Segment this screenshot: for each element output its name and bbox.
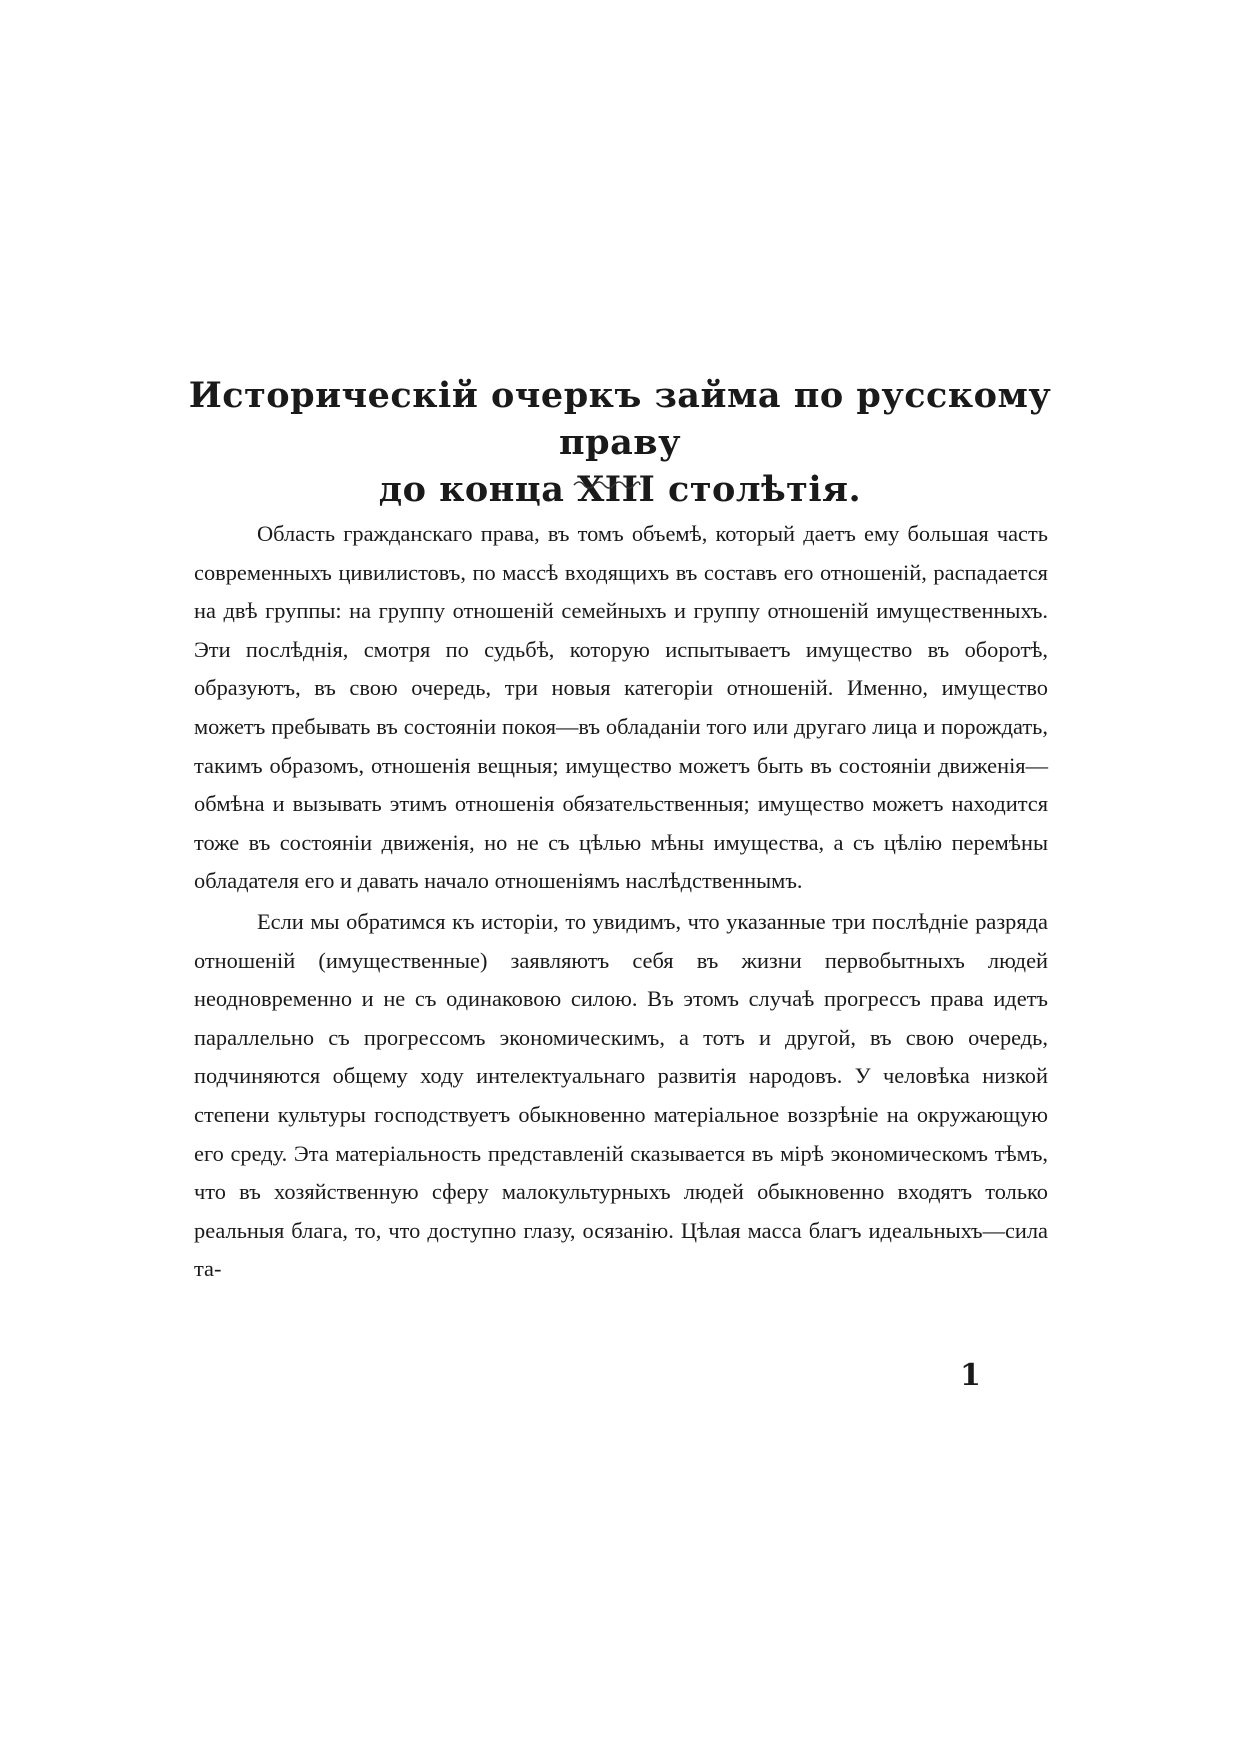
paragraph-2: Если мы обратимся къ исторіи, то увидимъ, что указанные три послѣдніе разряда отношеній (имущественные) заявляютъ себя въ жизни первобытныхъ людей неодновременно и не съ одинаковою силою. Въ этомъ случаѣ прогрессъ права идетъ параллельно съ прогрессомъ экономическимъ, а тотъ и другой, въ свою очередь, подчиняются общему ходу интелектуальнаго развитія народовъ. У человѣка низкой степени культуры господствуетъ обыкновенно матеріальное воззрѣніе на окружающую его среду. Эта матеріальность представленій сказывается въ мірѣ экономическомъ тѣмъ, что въ хозяйственную сферу малокультурныхъ людей обыкновенно входятъ только реальныя блага, то, что доступно глазу, осязанію. Цѣлая масса благъ идеальныхъ—сила та- <box>194 908 1048 1282</box>
page-number: 1 <box>960 1358 981 1393</box>
body-text <box>194 515 1048 1289</box>
paragraph-1: Область гражданскаго права, въ томъ объемѣ, который даетъ ему большая часть современныхъ цивилистовъ, по массѣ входящихъ въ составъ его отношеній, распадается на двѣ группы: на группу отношеній семейныхъ и группу отношеній имущественныхъ. Эти послѣднія, смотря по судьбѣ, которую испытываетъ имущество въ оборотѣ, образуютъ, въ свою очередь, три новыя категоріи отношеній. Именно, имущество можетъ пребывать въ состояніи покоя—въ обладаніи того или другаго лица и порождать, такимъ образомъ, отношенія вещныя; имущество можетъ быть въ состояніи движенія—обмѣна и вызывать этимъ отношенія обязательственныя; имущество можетъ находится тоже въ состояніи движенія, но не съ цѣлью мѣны имущества, а съ цѣлію перемѣны обладателя его и давать начало отношеніямъ наслѣдственнымъ. <box>194 521 1048 894</box>
wavy-ornament-icon <box>572 478 642 490</box>
chapter-title-line-1: Историческій очеркъ займа по русскому праву <box>188 375 1052 463</box>
chapter-title <box>170 372 1070 513</box>
chapter-title-line-2: до конца XIII столѣтія. <box>378 469 862 510</box>
